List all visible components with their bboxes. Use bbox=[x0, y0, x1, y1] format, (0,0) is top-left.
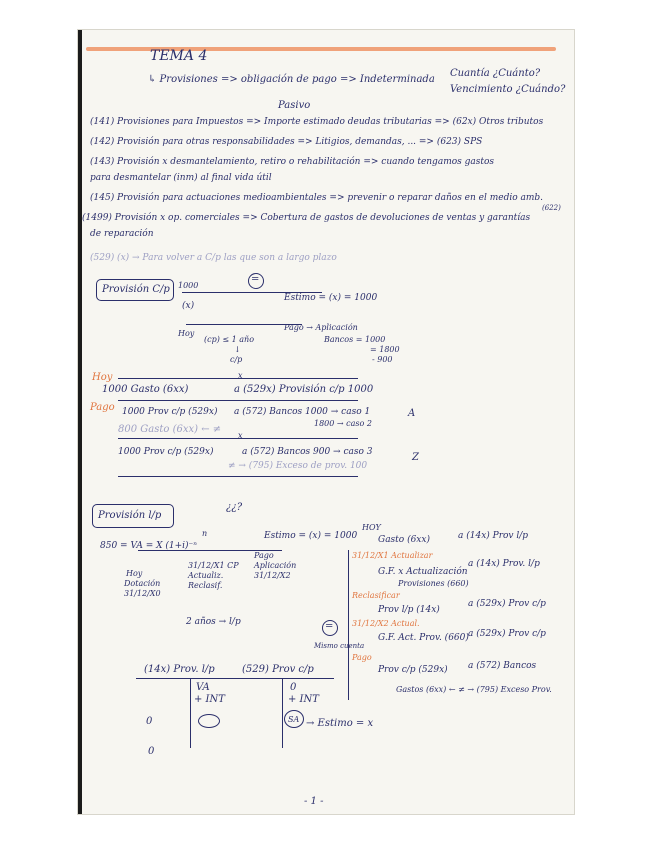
ledger-t1-top bbox=[136, 678, 246, 679]
entry-2-credit: a (572) Bancos 1000 → caso 1 bbox=[234, 407, 371, 417]
x-mark: (x) bbox=[182, 301, 195, 311]
account-line-5-code: (622) bbox=[542, 204, 561, 212]
case-a: A bbox=[408, 408, 416, 419]
lp-date2: 31/12/X2 bbox=[254, 571, 291, 580]
lp-actualiz: 31/12/X1 CP bbox=[188, 561, 239, 570]
cp-1800: = 1800 bbox=[370, 345, 400, 354]
ledger-t1-zero2: 0 bbox=[148, 746, 155, 757]
journal-line-4 bbox=[118, 476, 358, 477]
ledger-t2-estimo: → Estimo = x bbox=[306, 718, 374, 729]
cp-estimo: Estimo = (x) = 1000 bbox=[284, 293, 378, 303]
lp-journal-hoy: HOY bbox=[362, 523, 381, 532]
cp-arrow: ↓ bbox=[234, 345, 241, 354]
journal-x-1: x bbox=[238, 371, 243, 380]
cp-hoy: Hoy bbox=[178, 329, 195, 338]
entry-2-debit: 1000 Prov c/p (529x) bbox=[122, 407, 218, 417]
journal-line-2 bbox=[118, 400, 358, 401]
lp-aplicacion: Aplicación bbox=[254, 561, 297, 570]
lp-qmark: ¿¿? bbox=[226, 502, 243, 513]
account-line-4: para desmantelar (inm) al final vida útil bbox=[90, 173, 272, 183]
lp-entry-2-credit: a (14x) Prov. l/p bbox=[468, 559, 540, 569]
lp-va: 850 = VA = X (1+i)⁻ⁿ bbox=[100, 541, 197, 551]
ledger-t1-r1: VA bbox=[196, 682, 210, 693]
journal-x-2: x bbox=[238, 431, 243, 440]
ledger-t2-r3: SA bbox=[288, 715, 300, 724]
cp-lte: (cp) ≤ 1 año bbox=[204, 335, 255, 344]
account-line-2: (142) Provisión para otras responsabilidades => Litigios, demandas, ... => (623) SPS bbox=[90, 137, 483, 147]
notebook-page bbox=[78, 30, 574, 814]
provision-lp-title: Provisión l/p bbox=[98, 510, 162, 521]
entry-2-note: 1800 → caso 2 bbox=[314, 419, 372, 428]
lp-entry-4-credit: a (529x) Prov c/p bbox=[468, 629, 546, 639]
lp-pago: Pago bbox=[254, 551, 274, 560]
account-line-1: (141) Provisiones para Impuestos => Importe estimado deudas tributarias => (62x) Otros tributos bbox=[90, 117, 544, 127]
provision-cp-title: Provisión C/p bbox=[102, 284, 170, 295]
pago-tag: Pago bbox=[90, 402, 115, 413]
intro-vencimiento: Vencimiento ¿Cuándo? bbox=[450, 84, 566, 95]
page-number: - 1 - bbox=[304, 796, 324, 807]
ledger-t1-circle bbox=[198, 714, 220, 728]
page-title: TEMA 4 bbox=[150, 48, 208, 64]
lp-entry-5-debit: Prov c/p (529x) bbox=[378, 665, 448, 675]
cp-bancos: Bancos = 1000 bbox=[324, 335, 386, 344]
lp-n: n bbox=[202, 529, 208, 538]
lp-entry-1-credit: a (14x) Prov l/p bbox=[458, 531, 529, 541]
account-line-5: (145) Provisión para actuaciones medioambientales => prevenir o reparar daños en el medio amb. bbox=[90, 193, 544, 203]
lp-dotacion: Dotación bbox=[124, 579, 161, 588]
ledger-t2-top bbox=[238, 678, 334, 679]
entry-3-credit: a (572) Bancos 900 → caso 3 bbox=[242, 447, 373, 457]
ledger-t1-stem bbox=[190, 678, 191, 748]
intro-pasivo: Pasivo bbox=[278, 100, 311, 111]
hoy-tag: Hoy bbox=[92, 372, 113, 383]
lp-entry-4-debit: G.F. Act. Prov. (660) bbox=[378, 633, 469, 643]
entry-1-credit: a (529x) Provisión c/p 1000 bbox=[234, 384, 374, 395]
lp-reclasif: Reclasif. bbox=[188, 581, 223, 590]
lp-entry-2-debit: G.F. x Actualización bbox=[378, 567, 468, 577]
lp-entry-5-credit: a (572) Bancos bbox=[468, 661, 537, 671]
lp-journal-bracket bbox=[348, 550, 349, 700]
lp-actualiz2: Actualiz. bbox=[188, 571, 224, 580]
ledger-t2-r1: 0 bbox=[290, 682, 297, 693]
cp-900: - 900 bbox=[372, 355, 393, 364]
lp-reclasificar-tag: Reclasificar bbox=[352, 591, 400, 600]
lp-entry-3-debit: Prov l/p (14x) bbox=[378, 605, 440, 615]
account-line-7: de reparación bbox=[90, 229, 154, 239]
lp-hoy: Hoy bbox=[126, 569, 143, 578]
lp-eq: = bbox=[325, 621, 334, 632]
equals-sign: = bbox=[251, 274, 260, 285]
entry-3-note: ≠ → (795) Exceso de prov. 100 bbox=[228, 461, 368, 471]
ledger-t2-stem bbox=[282, 678, 283, 748]
lp-entry-3-credit: a (529x) Prov c/p bbox=[468, 599, 546, 609]
lp-entry-2-sub: Provisiones (660) bbox=[398, 579, 469, 588]
entry-1-debit: 1000 Gasto (6xx) bbox=[102, 384, 189, 395]
account-line-6: (1499) Provisión x op. comerciales => Cobertura de gastos de devoluciones de ventas y garantías bbox=[82, 213, 531, 223]
lp-date1: 31/12/X0 bbox=[124, 589, 161, 598]
ledger-t1-zero: 0 bbox=[146, 716, 153, 727]
intro-line: ↳ Provisiones => obligación de pago => Indeterminada bbox=[148, 74, 435, 85]
ledger-t1-title: (14x) Prov. l/p bbox=[144, 664, 215, 675]
lp-estimo: Estimo = (x) = 1000 bbox=[264, 531, 358, 541]
lp-pago-tag: Pago bbox=[352, 653, 372, 662]
cp-pago: Pago → Aplicación bbox=[284, 323, 358, 332]
entry-2-faded: 800 Gasto (6xx) ← ≠ bbox=[118, 424, 222, 435]
lp-anos: 2 años → l/p bbox=[186, 617, 241, 627]
ledger-t2-r2: + INT bbox=[288, 694, 319, 705]
intro-cuantia: Cuantía ¿Cuánto? bbox=[450, 68, 541, 79]
cp-cp-label: c/p bbox=[230, 355, 243, 364]
lp-entry-6: Gastos (6xx) ← ≠ → (795) Exceso Prov. bbox=[396, 685, 552, 694]
lp-mismo: Mismo cuenta bbox=[314, 642, 365, 650]
reclassify-note: (529) (x) → Para volver a C/p las que son a largo plazo bbox=[90, 253, 337, 263]
cp-amount: 1000 bbox=[178, 281, 199, 290]
lp-entry-1-debit: Gasto (6xx) bbox=[378, 535, 430, 545]
account-line-3: (143) Provisión x desmantelamiento, retiro o rehabilitación => cuando tengamos gastos bbox=[90, 157, 495, 167]
case-b: Z bbox=[412, 452, 419, 463]
ledger-t1-r2: + INT bbox=[194, 694, 225, 705]
entry-3-debit: 1000 Prov c/p (529x) bbox=[118, 447, 214, 457]
lp-date-tag: 31/12/X2 Actual. bbox=[352, 619, 420, 628]
ledger-t2-title: (529) Prov c/p bbox=[242, 664, 314, 675]
lp-actualizar-tag: 31/12/X1 Actualizar bbox=[352, 551, 433, 560]
